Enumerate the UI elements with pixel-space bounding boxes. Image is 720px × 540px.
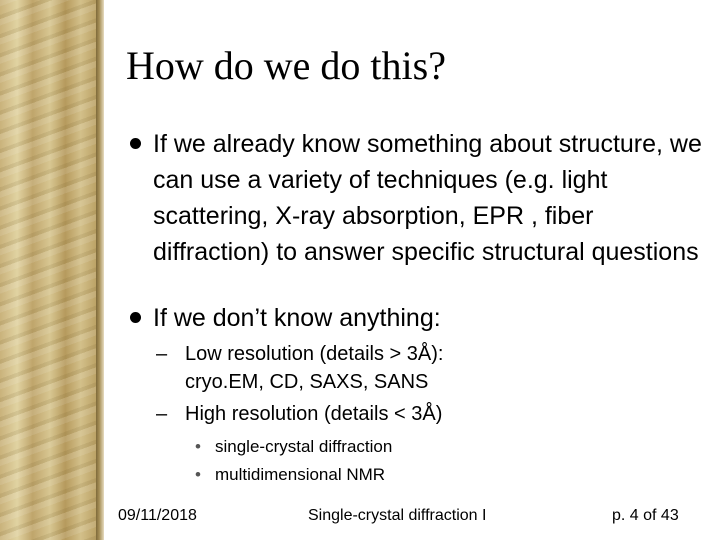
bullet-dot-icon [130,138,141,149]
sub-bullet-text-1: Low resolution (details > 3Å): cryo.EM, CD, SAXS, SANS [185,343,444,393]
sub-bullet-text-2: High resolution (details < 3Å) [185,403,443,425]
dash-icon: – [156,403,168,425]
slide-title: How do we do this? [126,43,446,88]
footer-page-number: p. 4 of 43 [612,507,679,524]
decorative-left-band [0,0,96,540]
small-bullet-icon: • [195,465,201,484]
third-level-text-2: multidimensional NMR [215,465,386,484]
bullet-item-2 [130,300,710,336]
bullet-dot-icon [130,312,141,323]
footer-title: Single-crystal diffraction I [308,507,487,524]
decorative-band-edge [96,0,104,540]
sub-bullet-item-1 [156,340,516,396]
footer-date: 09/11/2018 [118,507,197,524]
small-bullet-icon: • [195,437,201,456]
bullet-item-1 [130,126,710,270]
dash-icon: – [156,343,168,365]
bullet-text-1: If we already know something about structure, we can use a variety of techniques (e.g. light scattering, X-ray absorption, EPR , fiber diffraction) to answer specific structural questions [153,130,702,266]
third-level-item-1 [195,435,392,459]
sub-bullet-item-2 [156,400,706,428]
bullet-text-2: If we don’t know anything: [153,304,441,332]
third-level-text-1: single-crystal diffraction [215,437,393,456]
third-level-item-2 [195,463,385,487]
